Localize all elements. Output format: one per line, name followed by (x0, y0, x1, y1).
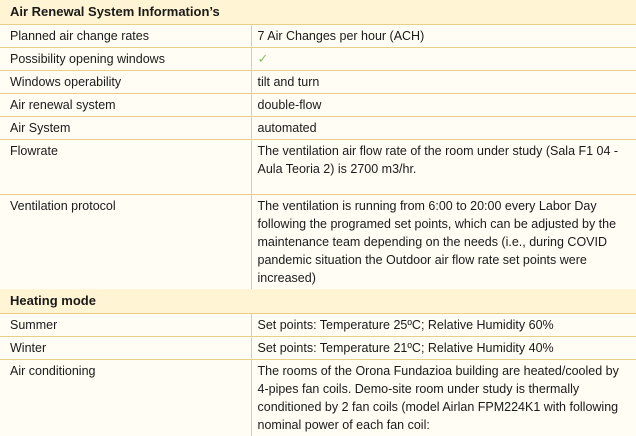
section-title-air-renewal: Air Renewal System Information’s (0, 0, 636, 25)
row-value: The ventilation is running from 6:00 to 20:00 every Labor Day following the programed set points, which can be adjusted by the maintenance team depending on the needs (i.e., during COVID pandemic situation the Outdoor air flow rate set points were increased) (251, 195, 636, 290)
table-row (0, 360, 636, 436)
table-row (0, 195, 636, 290)
section-header-air-renewal (0, 0, 636, 25)
table-row (0, 314, 636, 337)
row-label: Air System (0, 117, 251, 140)
table-row (0, 94, 636, 117)
table-row (0, 71, 636, 94)
row-label: Windows operability (0, 71, 251, 94)
row-value: The ventilation air flow rate of the room under study (Sala F1 04 - Aula Teoria 2) is 2700 m3/hr. (251, 140, 636, 195)
table-row (0, 117, 636, 140)
section-header-heating-mode (0, 289, 636, 314)
row-label: Air conditioning (0, 360, 251, 436)
row-label: Summer (0, 314, 251, 337)
row-value: automated (251, 117, 636, 140)
row-value: The rooms of the Orona Fundazioa building are heated/cooled by 4-pipes fan coils. Demo-site room under study is thermally conditioned by 2 fan coils (model Airlan FPM224K1 with following nominal power of each fan coil: (251, 360, 636, 436)
table-row (0, 48, 636, 71)
table-row (0, 337, 636, 360)
row-label: Ventilation protocol (0, 195, 251, 290)
section-title-heating-mode: Heating mode (0, 289, 636, 314)
row-value: Set points: Temperature 21ºC; Relative Humidity 40% (251, 337, 636, 360)
row-value: 7 Air Changes per hour (ACH) (251, 25, 636, 48)
row-value: double-flow (251, 94, 636, 117)
row-label: Possibility opening windows (0, 48, 251, 71)
row-value: Set points: Temperature 25ºC; Relative Humidity 60% (251, 314, 636, 337)
row-value: tilt and turn (251, 71, 636, 94)
table-row (0, 140, 636, 195)
row-label: Air renewal system (0, 94, 251, 117)
table-row (0, 25, 636, 48)
row-label: Flowrate (0, 140, 251, 195)
checkmark-icon: ✓ (258, 51, 269, 66)
row-label: Winter (0, 337, 251, 360)
row-label: Planned air change rates (0, 25, 251, 48)
